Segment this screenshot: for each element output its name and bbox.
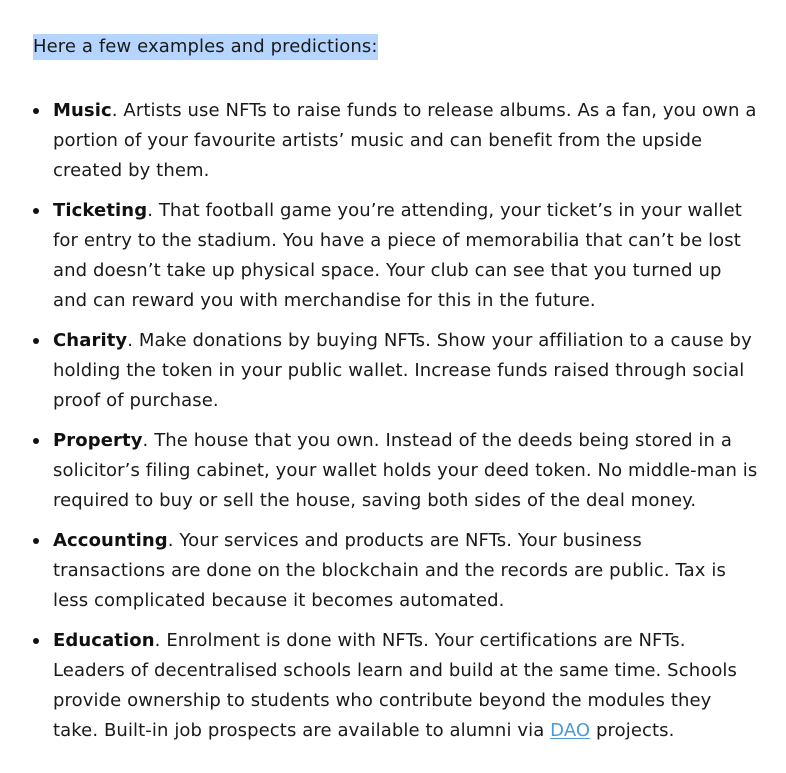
list-item-charity <box>53 326 758 416</box>
description-ticketing: . That football game you’re attending, your ticket’s in your wallet for entry to the stadium. You have a piece of memorabilia that can’t be lost and doesn’t take up physical space. Your club can see that you turned up and can reward you with merchandise for this in the future. <box>53 200 742 311</box>
term-ticketing: Ticketing <box>53 200 148 221</box>
list-item-music <box>53 96 758 186</box>
dao-link[interactable]: DAO <box>550 720 591 741</box>
description-education: . Enrolment is done with NFTs. Your certifications are NFTs. Leaders of decentralised schools learn and build at the same time. Schools provide ownership to students who contribute beyond the modules they take. Built-in job prospects are available to alumni via <box>53 630 738 741</box>
intro-paragraph <box>33 31 378 62</box>
term-property: Property <box>53 430 143 451</box>
description-charity: . Make donations by buying NFTs. Show your affiliation to a cause by holding the token in your public wallet. Increase funds raised through social proof of purchase. <box>53 330 752 411</box>
highlighted-selection: Here a few examples and predictions: <box>33 34 378 60</box>
term-education: Education <box>53 630 155 651</box>
description-education-end: projects. <box>590 720 675 741</box>
term-accounting: Accounting <box>53 530 168 551</box>
description-accounting: . Your services and products are NFTs. Your business transactions are done on the blockchain and the records are public. Tax is less complicated because it becomes automated. <box>53 530 726 611</box>
description-music: . Artists use NFTs to raise funds to release albums. As a fan, you own a portion of your favourite artists’ music and can benefit from the upside created by them. <box>53 100 757 181</box>
list-item-property <box>53 426 758 516</box>
list-item-education <box>53 626 758 746</box>
description-property: . The house that you own. Instead of the deeds being stored in a solicitor’s filing cabinet, your wallet holds your deed token. No middle-man is required to buy or sell the house, saving both sides of the deal money. <box>53 430 758 511</box>
term-music: Music <box>53 100 112 121</box>
term-charity: Charity <box>53 330 128 351</box>
list-item-accounting <box>53 526 758 616</box>
examples-list <box>53 96 758 756</box>
list-item-ticketing <box>53 196 758 316</box>
